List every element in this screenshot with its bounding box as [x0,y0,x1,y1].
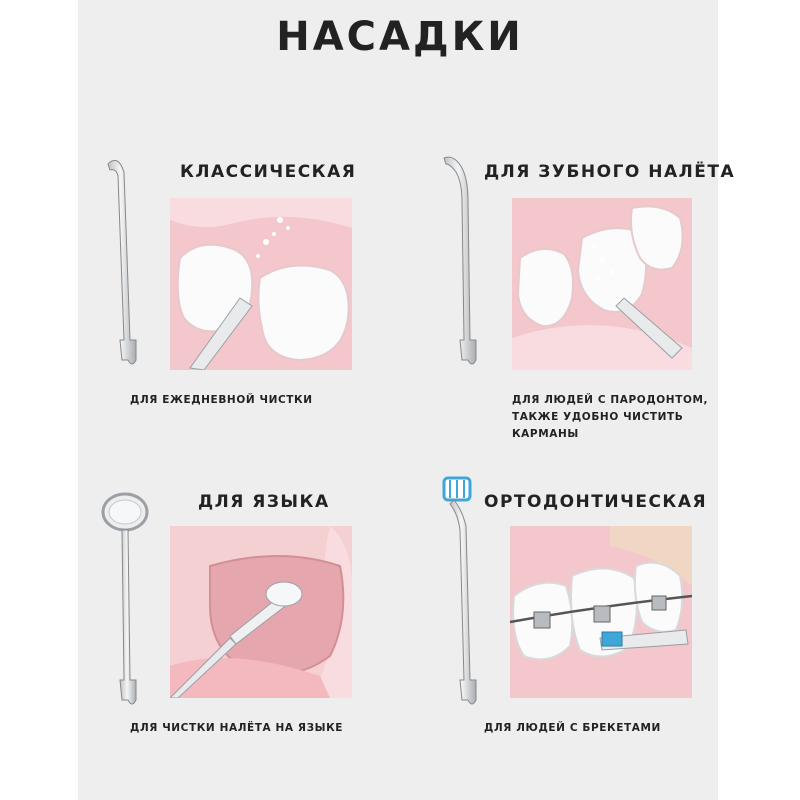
nozzle-orthodontic-caption: ДЛЯ ЛЮДЕЙ С БРЕКЕТАМИ [484,722,661,734]
nozzle-classic-name: КЛАССИЧЕСКАЯ [180,162,357,182]
plaque-nozzle-image [440,150,490,370]
nozzle-plaque-caption-3: КАРМАНЫ [512,428,579,440]
plaque-nozzle-photo [512,198,692,370]
nozzle-orthodontic-name: ОРТОДОНТИЧЕСКАЯ [484,492,708,512]
nozzle-plaque-name: ДЛЯ ЗУБНОГО НАЛЁТА [484,162,736,182]
tongue-nozzle-image [100,490,150,710]
classic-nozzle-image [100,150,150,370]
orthodontic-nozzle-image [440,474,490,710]
nozzle-classic-caption: ДЛЯ ЕЖЕДНЕВНОЙ ЧИСТКИ [130,394,313,406]
page-title: НАСАДКИ [276,14,524,60]
orthodontic-nozzle-photo [510,526,692,698]
nozzle-plaque-caption-2: ТАКЖЕ УДОБНО ЧИСТИТЬ [512,411,684,423]
classic-nozzle-photo [170,198,352,370]
nozzle-tongue-name: ДЛЯ ЯЗЫКА [198,492,330,512]
tongue-nozzle-photo [170,526,352,698]
nozzle-plaque-caption-1: ДЛЯ ЛЮДЕЙ С ПАРОДОНТОМ, [512,394,709,406]
nozzle-tongue-caption: ДЛЯ ЧИСТКИ НАЛЁТА НА ЯЗЫКЕ [130,722,344,734]
